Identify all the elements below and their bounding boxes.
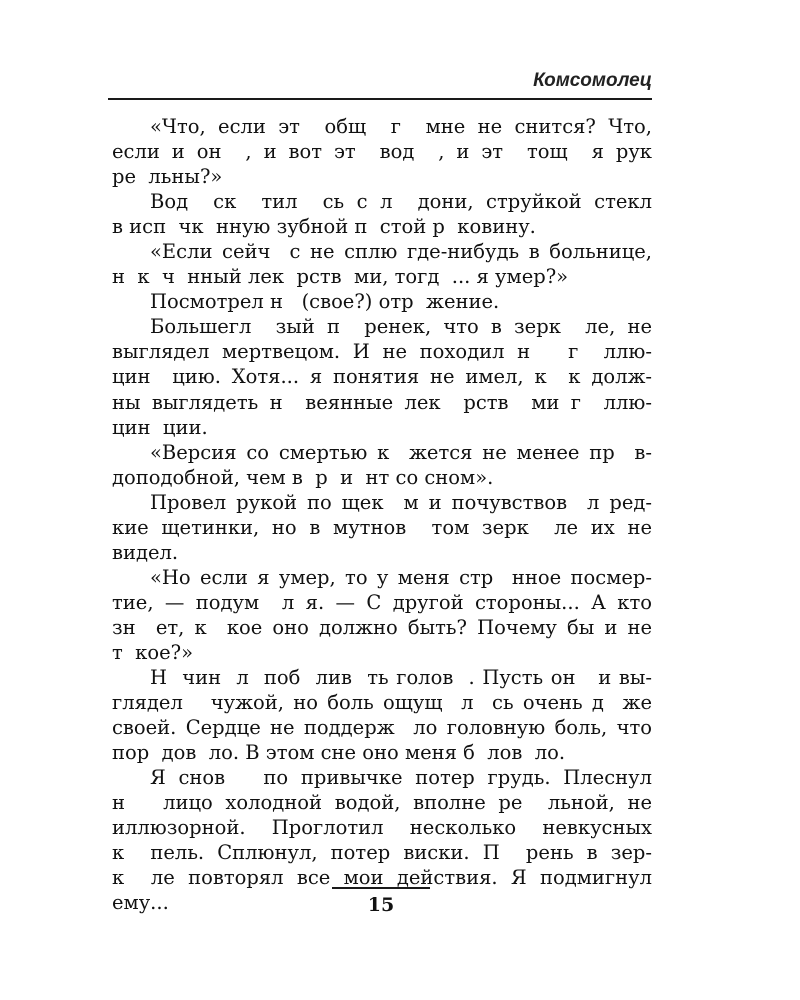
text-line: Я снов по привычке потер грудь. Плеснул bbox=[150, 766, 652, 790]
text-line: пор дов ло. В этом сне оно меня б лов ло. bbox=[112, 741, 566, 765]
text-line: т кое?» bbox=[112, 640, 194, 664]
text-line: Большегл зый п ренек, что в зерк ле, не bbox=[150, 315, 652, 339]
text-line: видел. bbox=[112, 540, 179, 564]
text-line: в исп чк нную зубной п стой р ковину. bbox=[112, 215, 536, 239]
page-number: 15 bbox=[367, 894, 395, 916]
text-line: н лицо холодной водой, вполне ре льной, не bbox=[112, 791, 652, 815]
text-line: кие щетинки, но в мутнов том зерк ле их не bbox=[112, 515, 652, 539]
text-line: Посмотрел н (свое?) отр жение. bbox=[150, 290, 500, 314]
text-line: глядел чужой, но боль ощущ л сь очень д же bbox=[112, 691, 652, 715]
text-line: своей. Сердце не поддерж ло головную боль, что bbox=[112, 716, 652, 740]
text-line: ре льны?» bbox=[112, 165, 223, 189]
text-line: доподобной, чем в р и нт со сном». bbox=[112, 465, 494, 489]
text-line: цин ции. bbox=[112, 415, 208, 439]
text-line: «Что, если эт общ г мне не снится? Что, bbox=[150, 115, 652, 138]
text-line: «Если сейч с не сплю где-нибудь в больнице, bbox=[150, 240, 652, 264]
text-line: если и он , и вот эт вод , и эт тощ я рук bbox=[112, 140, 652, 164]
text-line: выглядел мертвецом. И не походил н г ллю- bbox=[112, 340, 652, 364]
text-line: зн ет, к кое оно должно быть? Почему бы и не bbox=[112, 615, 652, 639]
text-line: Вод ск тил сь с л дони, струйкой стекл bbox=[150, 190, 652, 214]
text-line: «Но если я умер, то у меня стр нное посмер- bbox=[150, 565, 652, 589]
footer-rule bbox=[332, 887, 430, 889]
text-line: «Версия со смертью к жется не менее пр в- bbox=[150, 440, 652, 464]
header-rule bbox=[108, 98, 652, 100]
text-line: ны выглядеть н веянные лек рств ми г ллю- bbox=[112, 390, 652, 414]
text-line: к ле повторял все мои действия. Я подмигнул bbox=[112, 866, 652, 890]
running-head: Комсомолец bbox=[533, 70, 652, 91]
text-line: Провел рукой по щек м и почувствов л ред- bbox=[150, 490, 652, 514]
text-line: цин цию. Хотя... я понятия не имел, к к долж‐ bbox=[112, 365, 652, 389]
body-text bbox=[112, 114, 652, 916]
text-line: к пель. Сплюнул, потер виски. П рень в зер- bbox=[112, 841, 652, 865]
text-line: тие, — подум л я. — С другой стороны... А кто bbox=[112, 590, 652, 614]
text-line: н к ч нный лек рств ми, тогд ... я умер?» bbox=[112, 265, 569, 289]
text-line: иллюзорной. Проглотил несколько невкусных bbox=[112, 816, 652, 840]
text-line: Н чин л поб лив ть голов . Пусть он и вы- bbox=[150, 666, 652, 690]
text-line: ему... bbox=[112, 891, 169, 915]
